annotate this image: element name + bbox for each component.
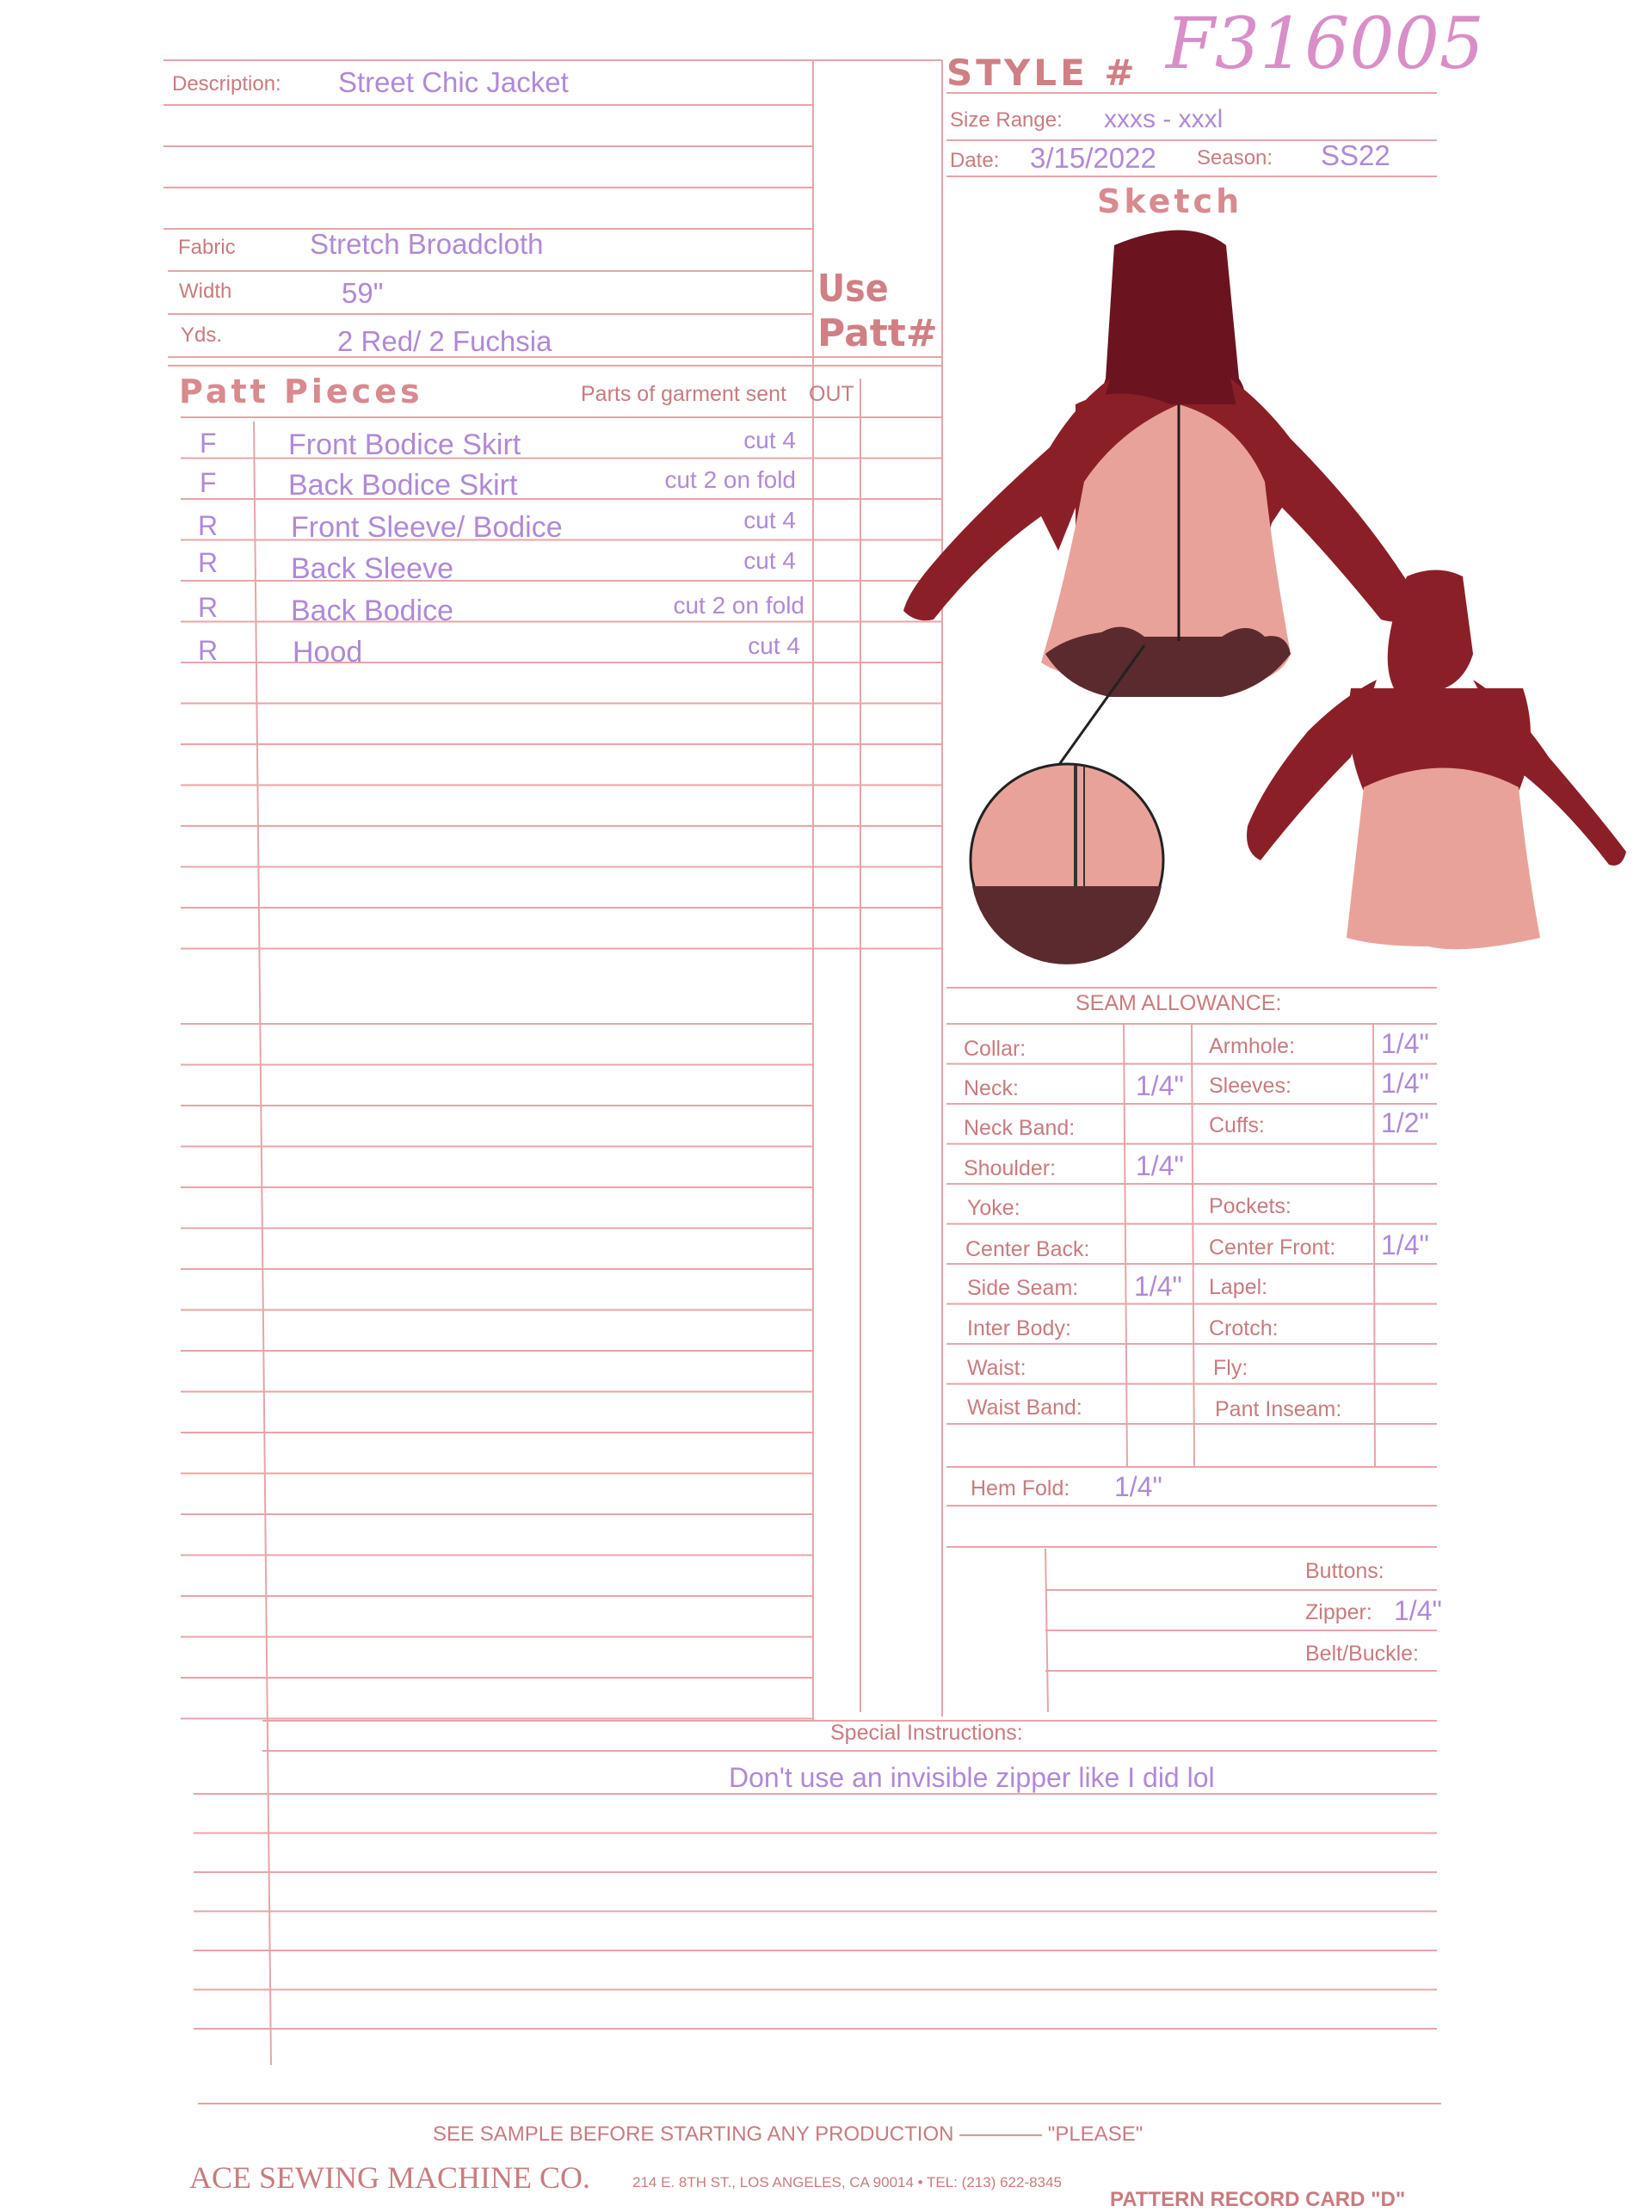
- sa-value: 1/4": [1136, 1070, 1184, 1101]
- piece-name: Front Bodice Skirt: [288, 428, 521, 461]
- sa-label: Waist:: [967, 1356, 1026, 1380]
- description-label: Description:: [172, 72, 281, 96]
- special-instructions-text: Don't use an invisible zipper like I did lol: [729, 1762, 1215, 1793]
- piece-letter: F: [200, 467, 217, 498]
- jacket-back-sketch: [1247, 570, 1626, 950]
- piece-cut: cut 4: [743, 427, 796, 453]
- style-label: STYLE #: [946, 52, 1138, 94]
- season-value: SS22: [1321, 139, 1390, 171]
- sa-value: 1/4": [1134, 1271, 1182, 1302]
- description-value: Street Chic Jacket: [338, 66, 569, 98]
- yds-value: 2 Red/ 2 Fuchsia: [337, 325, 552, 357]
- piece-letter: R: [198, 547, 219, 578]
- style-number: F316005: [1166, 3, 1484, 85]
- zipper-value: 1/4": [1394, 1595, 1442, 1626]
- zipper-detail-inset: [971, 764, 1163, 964]
- sa-label: Neck:: [964, 1076, 1019, 1100]
- size-range-label: Size Range:: [950, 108, 1063, 132]
- piece-name: Back Bodice: [291, 595, 453, 627]
- out-label: OUT: [809, 382, 854, 406]
- sa-label: Shoulder:: [964, 1156, 1057, 1180]
- sa-label: Center Back:: [965, 1237, 1090, 1261]
- use-label: Use: [817, 267, 889, 311]
- sa-label: Pant Inseam:: [1215, 1397, 1342, 1421]
- sa-value: 1/4": [1381, 1068, 1429, 1099]
- piece-letter: F: [200, 428, 217, 459]
- sa-label: Side Seam:: [967, 1276, 1079, 1300]
- fabric-value: Stretch Broadcloth: [310, 228, 544, 260]
- company-address: 214 E. 8TH ST., LOS ANGELES, CA 90014 • TEL: (213) 622-8345: [632, 2174, 1062, 2190]
- piece-cut: cut 2 on fold: [664, 466, 796, 493]
- hem-fold-value: 1/4": [1114, 1471, 1162, 1502]
- piece-letter: R: [198, 635, 219, 666]
- jacket-front-sketch: [903, 231, 1411, 767]
- piece-letter: R: [198, 510, 219, 541]
- sa-label: Yoke:: [967, 1196, 1020, 1220]
- piece-name: Front Sleeve/ Bodice: [291, 511, 563, 544]
- width-label: Width: [179, 280, 232, 303]
- piece-cut: cut 4: [743, 507, 796, 533]
- patt-pieces-title: Patt Pieces: [179, 373, 423, 410]
- sa-value: 1/2": [1381, 1107, 1429, 1138]
- sa-label: Fly:: [1213, 1356, 1248, 1380]
- hem-fold-label: Hem Fold:: [971, 1476, 1070, 1500]
- piece-cut: cut 4: [743, 547, 796, 574]
- buttons-label: Buttons:: [1305, 1559, 1384, 1583]
- date-value: 3/15/2022: [1030, 142, 1156, 174]
- sa-label: Collar:: [964, 1037, 1026, 1061]
- sa-label: Center Front:: [1209, 1235, 1336, 1260]
- piece-name: Back Bodice Skirt: [288, 469, 518, 502]
- sa-value: 1/4": [1381, 1028, 1429, 1059]
- sa-label: Inter Body:: [967, 1316, 1071, 1340]
- sa-label: Neck Band:: [964, 1116, 1076, 1140]
- sa-label: Sleeves:: [1209, 1074, 1291, 1098]
- sa-value: 1/4": [1136, 1150, 1184, 1181]
- piece-cut: cut 2 on fold: [673, 592, 804, 619]
- sa-label: Pockets:: [1209, 1194, 1291, 1218]
- special-instructions-label: Special Instructions:: [830, 1721, 1023, 1745]
- sa-label: Cuffs:: [1209, 1113, 1265, 1137]
- company-name: ACE SEWING MACHINE CO.: [189, 2160, 590, 2195]
- seam-allowance-title: SEAM ALLOWANCE:: [1076, 991, 1282, 1015]
- patt-number-label: Patt#: [817, 311, 938, 355]
- zipper-label: Zipper:: [1305, 1600, 1372, 1624]
- parts-sent-label: Parts of garment sent: [581, 382, 787, 406]
- sketch-label: Sketch: [1097, 182, 1243, 220]
- size-range-value: xxxs - xxxl: [1104, 105, 1224, 133]
- sa-label: Lapel:: [1209, 1275, 1268, 1299]
- yds-label: Yds.: [181, 323, 223, 347]
- piece-cut: cut 4: [748, 632, 800, 659]
- sa-value: 1/4": [1381, 1229, 1429, 1260]
- piece-name: Hood: [293, 636, 363, 669]
- date-label: Date:: [950, 149, 1000, 172]
- width-value: 59": [342, 277, 384, 309]
- sa-label: Armhole:: [1209, 1034, 1296, 1058]
- piece-letter: R: [198, 592, 219, 623]
- sa-label: Waist Band:: [967, 1396, 1082, 1420]
- footer-notice: SEE SAMPLE BEFORE STARTING ANY PRODUCTION ———— "PLEASE": [433, 2123, 1143, 2146]
- piece-name: Back Sleeve: [291, 552, 453, 585]
- fabric-label: Fabric: [178, 236, 236, 259]
- belt-buckle-label: Belt/Buckle:: [1305, 1642, 1420, 1666]
- card-name: PATTERN RECORD CARD "D": [1110, 2188, 1406, 2211]
- season-label: Season:: [1197, 146, 1273, 169]
- sa-label: Crotch:: [1209, 1316, 1279, 1340]
